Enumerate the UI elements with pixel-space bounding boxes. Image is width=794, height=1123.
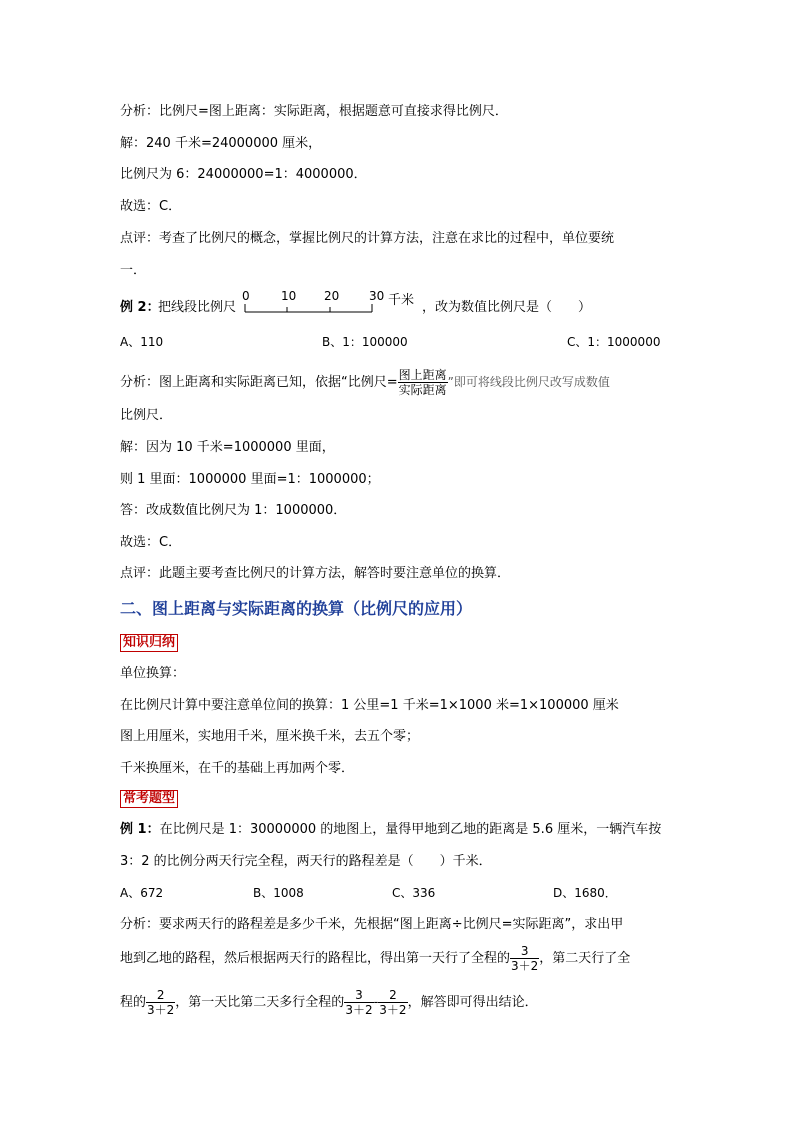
unit-title: 单位换算： bbox=[120, 666, 186, 681]
option-c: C、1：1000000 bbox=[567, 335, 661, 349]
fraction-denominator: 3＋2 bbox=[147, 1003, 175, 1017]
option-a: A、110 bbox=[120, 335, 164, 349]
solution-line: 比例尺为 6：24000000=1：4000000． bbox=[120, 167, 367, 182]
fraction-numerator: 图上距离 bbox=[398, 368, 447, 382]
common-question-tag: 常考题型 bbox=[120, 790, 178, 808]
unit-line: 在比例尺计算中要注意单位间的换算：1 公里=1 千米=1×1000 米=1×100000 厘米 bbox=[120, 698, 619, 713]
fraction bbox=[344, 988, 373, 1017]
analysis-end: ”即可将线段比例尺改写成数值 bbox=[447, 375, 610, 389]
analysis-text: ，第一天比第二天多行全程的 bbox=[175, 995, 345, 1010]
fraction-denominator: 实际距离 bbox=[398, 383, 447, 397]
question-text: 在比例尺是 1：30000000 的地图上，量得甲地到乙地的距离是 5.6 厘米，一辆汽车按 bbox=[159, 822, 662, 837]
example-label: 例 1： bbox=[120, 822, 160, 837]
question-prefix: 把线段比例尺 bbox=[158, 300, 237, 315]
minus-sign: - bbox=[373, 995, 379, 1010]
solution-line: 解：因为 10 千米=1000000 里面， bbox=[120, 440, 335, 455]
option-b: B、1008 bbox=[253, 886, 304, 900]
fraction-denominator: 3＋2 bbox=[345, 1003, 373, 1017]
ratio-fraction bbox=[398, 368, 448, 397]
scale-unit: 千米 bbox=[388, 293, 415, 308]
solution-line: 解：240 千米=24000000 厘米， bbox=[120, 136, 322, 151]
analysis-line: 分析：要求两天行的路程差是多少千米，先根据“图上距离÷比例尺=实际距离”，求出甲 bbox=[120, 917, 624, 932]
solution-line: 则 1 里面：1000000 里面=1：1000000； bbox=[120, 472, 380, 487]
comment-line: 一． bbox=[120, 263, 147, 278]
comment-line: 点评：考查了比例尺的概念，掌握比例尺的计算方法，注意在求比的过程中，单位要统 bbox=[120, 231, 615, 246]
choice-line: 故选：C． bbox=[120, 199, 182, 214]
fraction bbox=[378, 988, 407, 1017]
analysis-line bbox=[120, 944, 630, 973]
example-2-question bbox=[120, 290, 680, 326]
scale-tick-label: 30 bbox=[369, 289, 385, 303]
fraction-numerator: 3 bbox=[344, 988, 373, 1003]
analysis-text: 地到乙地的路程，然后根据两天行的路程比，得出第一天行了全程的 bbox=[120, 951, 511, 966]
analysis-line: 比例尺． bbox=[120, 408, 173, 423]
question-text: 3：2 的比例分两天行完全程，两天行的路程差是（ ）千米． bbox=[120, 854, 492, 869]
answer-line: 答：改成数值比例尺为 1：1000000． bbox=[120, 503, 347, 518]
analysis-line bbox=[120, 988, 538, 1017]
analysis-start: 分析：图上距离和实际距离已知，依据“比例尺= bbox=[120, 375, 398, 390]
option-a: A、672 bbox=[120, 886, 164, 900]
scale-tick-label: 10 bbox=[281, 289, 297, 303]
section-heading: 二、图上距离与实际距离的换算（比例尺的应用） bbox=[120, 599, 473, 618]
question-suffix: ，改为数值比例尺是（ ） bbox=[422, 300, 592, 315]
analysis-text: ，第二天行了全 bbox=[539, 951, 631, 966]
unit-line: 图上用厘米，实地用千米，厘米换千米，去五个零； bbox=[120, 729, 420, 744]
fraction-denominator: 3＋2 bbox=[379, 1003, 407, 1017]
scale-tick-label: 0 bbox=[242, 289, 250, 303]
fraction bbox=[146, 988, 175, 1017]
example-1-line bbox=[120, 822, 661, 838]
analysis-text: 分析：比例尺=图上距离：实际距离，根据题意可直接求得比例尺． bbox=[120, 104, 508, 119]
analysis-text: 程的 bbox=[120, 995, 147, 1010]
fraction-numerator: 3 bbox=[510, 944, 539, 959]
option-b: B、1：100000 bbox=[322, 335, 408, 349]
choice-line: 故选：C． bbox=[120, 535, 182, 550]
fraction-denominator: 3＋2 bbox=[511, 959, 539, 973]
comment-line: 点评：此题主要考查比例尺的计算方法，解答时要注意单位的换算． bbox=[120, 566, 511, 581]
option-d: D、1680． bbox=[553, 886, 617, 900]
analysis-line bbox=[120, 368, 610, 397]
fraction-numerator: 2 bbox=[146, 988, 175, 1003]
analysis-text: ，解答即可得出结论． bbox=[407, 995, 538, 1010]
option-c: C、336 bbox=[392, 886, 436, 900]
fraction bbox=[510, 944, 539, 973]
unit-line: 千米换厘米，在千的基础上再加两个零． bbox=[120, 761, 355, 776]
scale-tick-label: 20 bbox=[324, 289, 340, 303]
fraction-numerator: 2 bbox=[378, 988, 407, 1003]
example-label: 例 2： bbox=[120, 300, 160, 315]
knowledge-tag: 知识归纳 bbox=[120, 634, 178, 652]
